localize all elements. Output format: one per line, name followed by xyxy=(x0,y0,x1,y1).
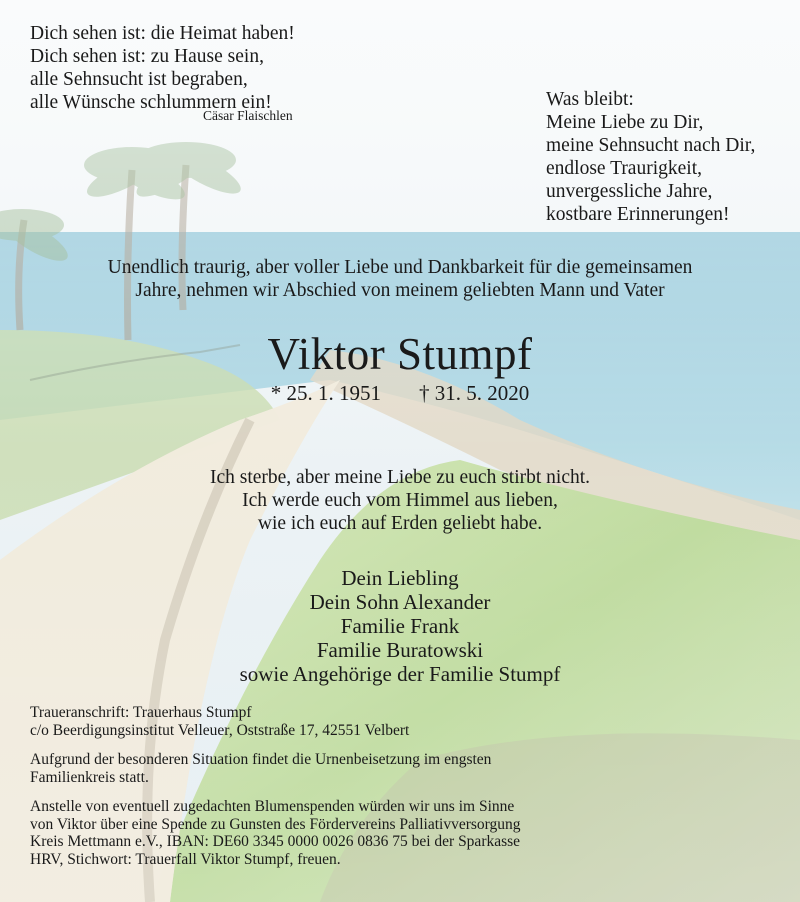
poem-right-line: Was bleibt: xyxy=(546,89,634,110)
donation-line: HRV, Stichwort: Trauerfall Viktor Stumpf, freuen. xyxy=(30,850,341,868)
intro-line: Unendlich traurig, aber voller Liebe und Dankbarkeit für die gemeinsamen xyxy=(107,257,693,278)
poem-author: Cäsar Flaischlen xyxy=(203,108,293,123)
burial-notice xyxy=(30,751,521,786)
donation-line: von Viktor über eine Spende zu Gunsten des Fördervereins Palliativversorgung xyxy=(30,815,521,833)
mourning-address xyxy=(30,704,521,739)
mourner: Dein Liebling xyxy=(341,566,459,590)
birth-date: * 25. 1. 1951 xyxy=(270,381,381,405)
quote-line: Ich sterbe, aber meine Liebe zu euch stirbt nicht. xyxy=(209,467,591,488)
mourner: sowie Angehörige der Familie Stumpf xyxy=(239,662,561,686)
poem-left-line: alle Sehnsucht ist begraben, xyxy=(30,69,248,90)
poem-right-line: endlose Traurigkeit, xyxy=(546,158,702,179)
poem-right-line: meine Sehnsucht nach Dir, xyxy=(546,135,756,156)
burial-line: Familienkreis statt. xyxy=(30,768,149,786)
footer-notes xyxy=(30,704,521,880)
intro-line: Jahre, nehmen wir Abschied von meinem geliebten Mann und Vater xyxy=(135,280,665,301)
poem-left-line: alle Wünsche schlummern ein! xyxy=(30,92,272,113)
death-date: † 31. 5. 2020 xyxy=(419,381,530,405)
mourner: Familie Buratowski xyxy=(316,638,484,662)
intro-text xyxy=(0,256,800,302)
poem-right-line: Meine Liebe zu Dir, xyxy=(546,112,704,133)
burial-line: Aufgrund der besonderen Situation findet die Urnenbeisetzung im engsten xyxy=(30,751,492,768)
mourners-list xyxy=(0,566,800,686)
donation-line: Anstelle von eventuell zugedachten Blumenspenden würden wir uns im Sinne xyxy=(30,798,515,815)
poem-left-line: Dich sehen ist: die Heimat haben! xyxy=(30,23,295,44)
poem-left-line: Dich sehen ist: zu Hause sein, xyxy=(30,46,264,67)
address-line: Traueranschrift: Trauerhaus Stumpf xyxy=(30,704,252,721)
poem-right-line: unvergessliche Jahre, xyxy=(546,181,713,202)
poem-right-line: kostbare Erinnerungen! xyxy=(546,204,730,225)
address-line: c/o Beerdigungsinstitut Velleuer, Oststraße 17, 42551 Velbert xyxy=(30,721,410,739)
poem-right xyxy=(546,88,755,226)
quote-line: Ich werde euch vom Himmel aus lieben, xyxy=(242,490,558,511)
farewell-quote xyxy=(0,466,800,535)
quote-line: wie ich euch auf Erden geliebt habe. xyxy=(257,513,543,534)
deceased-name: Viktor Stumpf xyxy=(267,329,533,379)
donation-line: Kreis Mettmann e.V., IBAN: DE60 3345 0000 0026 0836 75 bei der Sparkasse xyxy=(30,833,521,850)
mourner: Familie Frank xyxy=(340,614,460,638)
life-dates xyxy=(0,380,800,406)
donation-notice xyxy=(30,798,521,868)
mourner: Dein Sohn Alexander xyxy=(309,590,491,614)
poem-left xyxy=(30,22,295,114)
